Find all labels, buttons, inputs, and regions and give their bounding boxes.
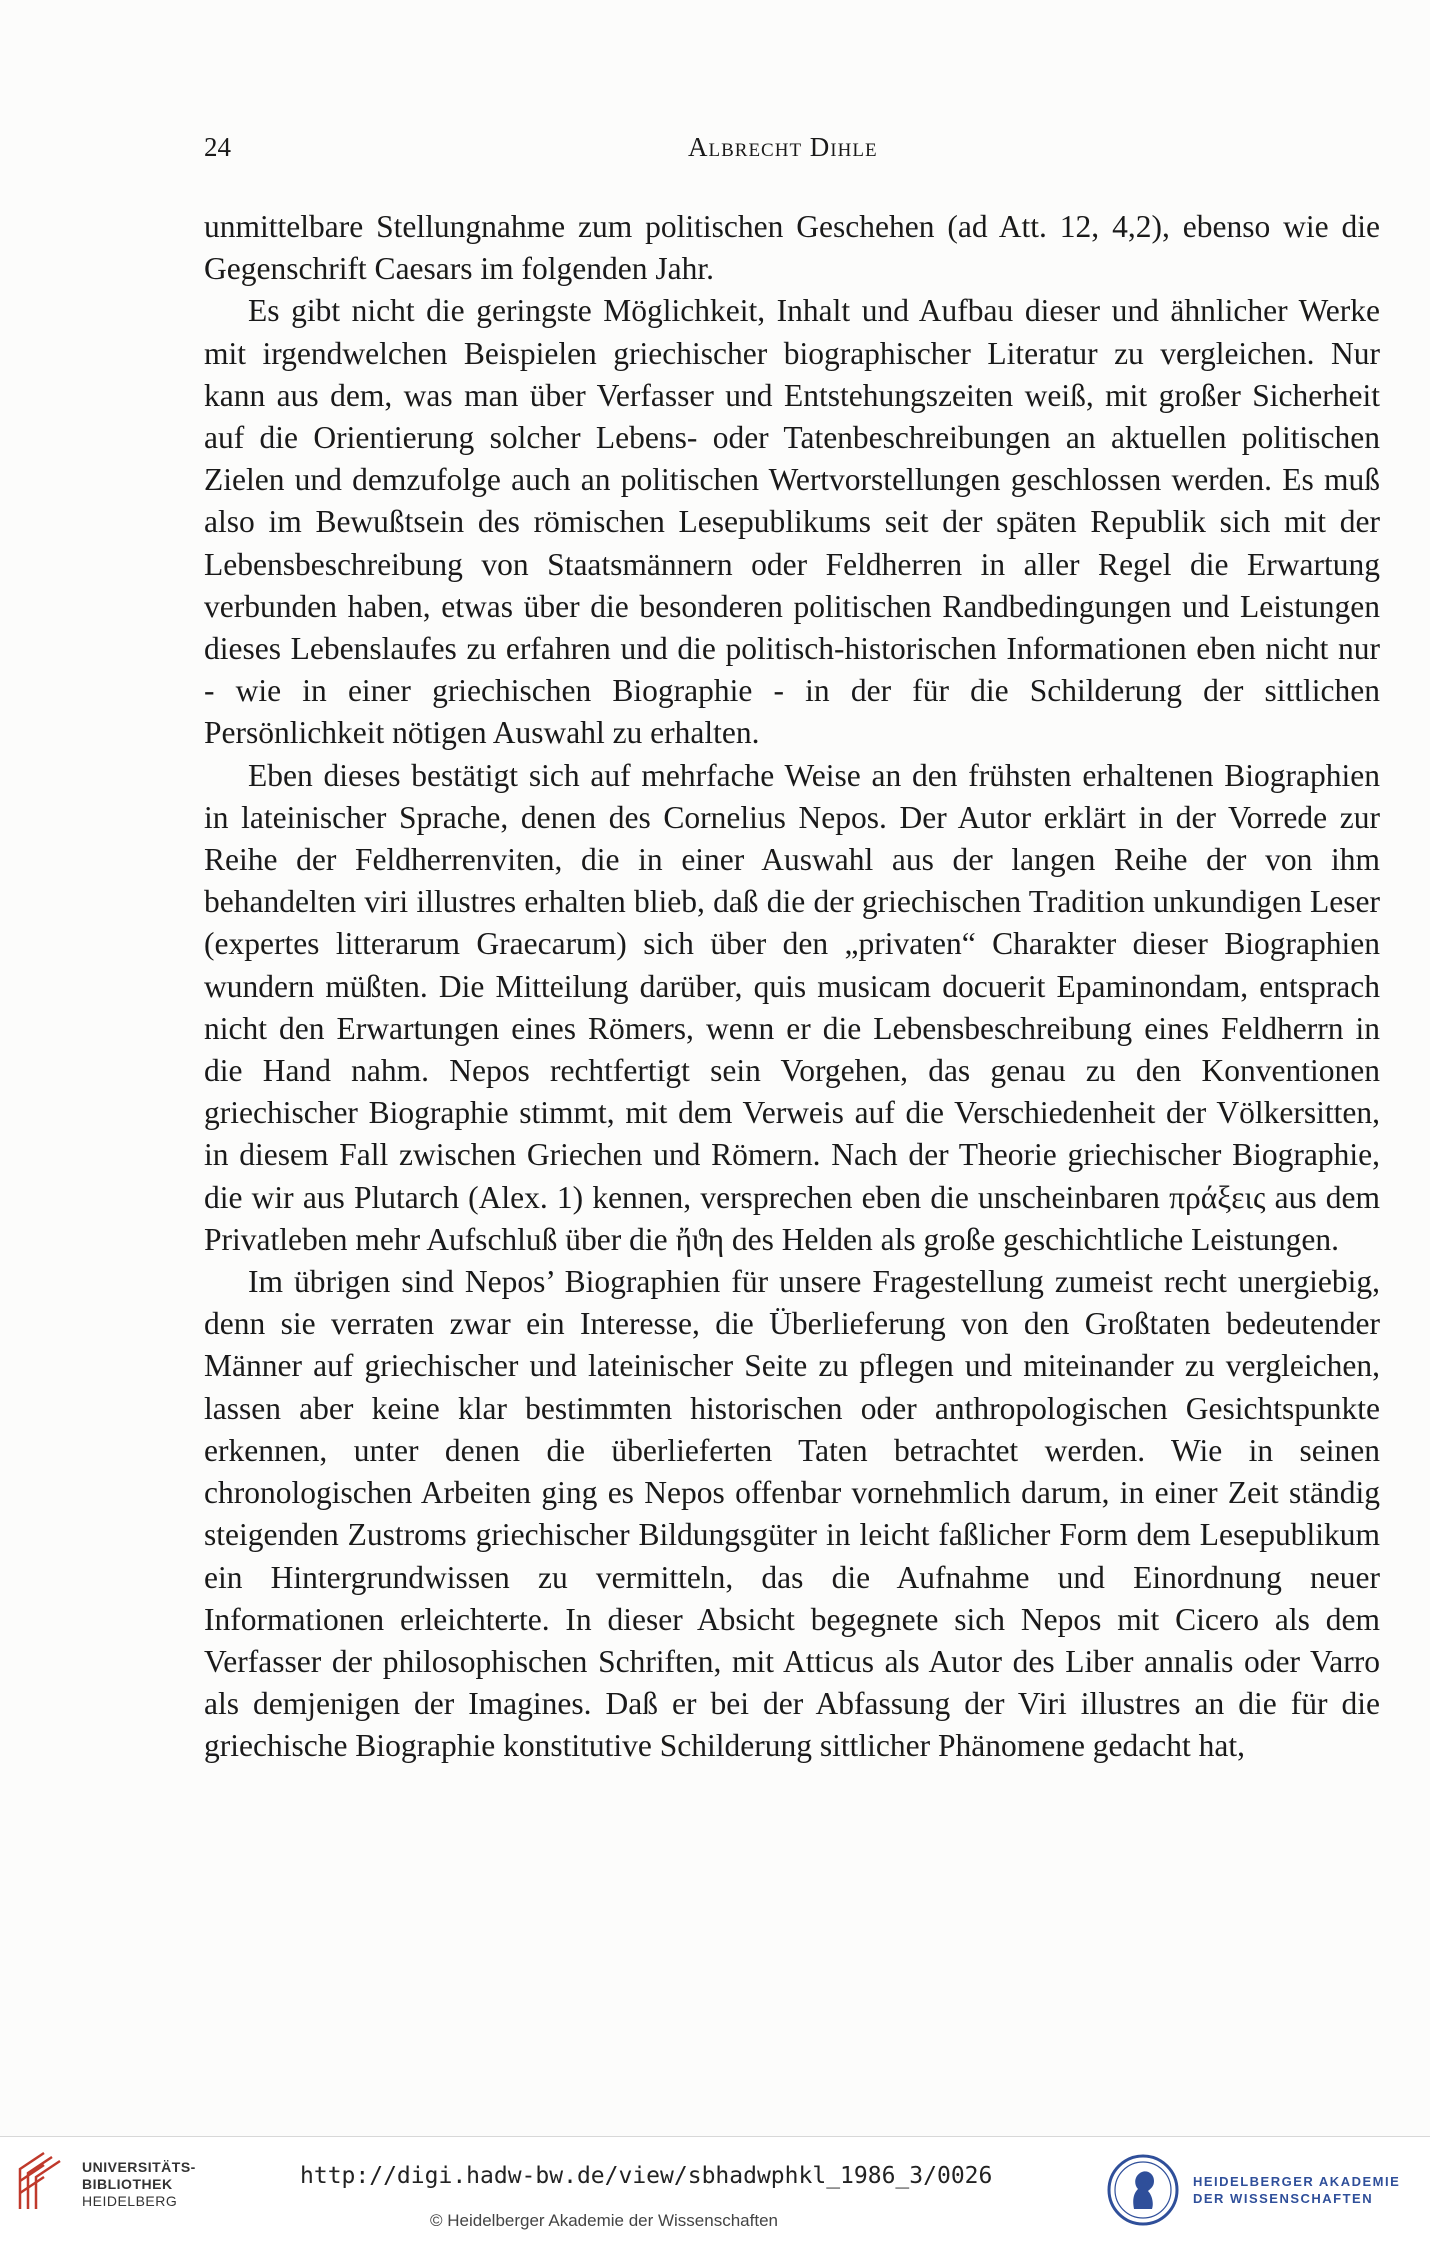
- academy-name-line1: HEIDELBERGER AKADEMIE: [1193, 2174, 1401, 2189]
- page-number: 24: [204, 132, 231, 162]
- library-name-line3: HEIDELBERG: [82, 2193, 178, 2209]
- paragraph-2: Es gibt nicht die geringste Möglichkeit, Inhalt und Aufbau dieser und ähnlicher Werke mit irgendwelchen Beispielen griechischer biographischer Literatur zu vergleichen. Nur kann aus dem, was man über Verfasser und Entstehungszeiten weiß, mit großer Sicherheit auf die Orientierung solcher Lebens- oder Tatenbeschreibungen an aktuellen politischen Zielen und demzufolge auch an politischen Wertvorstellungen geschlossen werden. Es muß also im Bewußtsein des römischen Lesepublikums seit der späten Republik sich mit der Lebensbeschreibung von Staatsmännern oder Feldherren in aller Regel die Erwartung verbunden haben, etwas über die besonderen politischen Randbedingungen und Leistungen dieses Lebenslaufes zu erfahren und die politisch-historischen Informationen eben nicht nur - wie in einer griechischen Biographie - in der für die Schilderung der sittlichen Persönlichkeit nötigen Auswahl zu erhalten.: [204, 293, 1380, 751]
- academy-name-line2: DER WISSENSCHAFTEN: [1193, 2191, 1374, 2206]
- running-head: Albrecht Dihle: [688, 132, 878, 162]
- academy-name[interactable]: [1193, 2173, 1400, 2207]
- university-library-logo-icon[interactable]: [14, 2151, 68, 2211]
- academy-seal-logo-icon[interactable]: [1106, 2153, 1180, 2227]
- page-footer: [0, 2137, 1430, 2245]
- page-header: [204, 132, 1380, 172]
- paragraph-3: Eben dieses bestätigt sich auf mehrfache Weise an den frühsten erhaltenen Biographien in lateinischer Sprache, denen des Cornelius Nepos. Der Autor erklärt in der Vorrede zur Reihe der Feldherrenviten, die in einer Auswahl aus der langen Reihe der von ihm behandelten viri illustres erhalten blieb, daß die der griechischen Tradition unkundigen Leser (expertes litterarum Graecarum) sich über den „privaten“ Charakter dieser Biographien wundern müßten. Die Mitteilung darüber, quis musicam docuerit Epaminondam, entsprach nicht den Erwartungen eines Römers, wenn er die Lebensbeschreibung eines Feldherrn in die Hand nahm. Nepos rechtfertigt sein Vorgehen, das genau zu den Konventionen griechischer Biographie stimmt, mit dem Verweis auf die Verschiedenheit der Völkersitten, in diesem Fall zwischen Griechen und Römern. Nach der Theorie griechischer Biographie, die wir aus Plutarch (Alex. 1) kennen, versprechen eben die unscheinbaren πράξεις aus dem Privatleben mehr Aufschluß über die ἤϑη des Helden als große geschichtliche Leistungen.: [204, 757, 1380, 1257]
- permalink-url[interactable]: http://digi.hadw-bw.de/view/sbhadwphkl_1986_3/0026: [300, 2163, 993, 2189]
- copyright-notice: © Heidelberger Akademie der Wissenschaften: [430, 2211, 778, 2230]
- body-text: [204, 206, 1380, 1768]
- library-name-line2: BIBLIOTHEK: [82, 2176, 173, 2192]
- library-name-line1: UNIVERSITÄTS-: [82, 2159, 196, 2175]
- paragraph-1: unmittelbare Stellungnahme zum politischen Geschehen (ad Att. 12, 4,2), ebenso wie die Gegenschrift Caesars im folgenden Jahr.: [204, 209, 1380, 287]
- library-name[interactable]: [82, 2159, 196, 2210]
- paragraph-4: Im übrigen sind Nepos’ Biographien für unsere Fragestellung zumeist recht unergiebig, denn sie verraten zwar ein Interesse, die Überlieferung von den Großtaten bedeutender Männer auf griechischer und lateinischer Seite zu pflegen und miteinander zu vergleichen, lassen aber keine klar bestimmten historischen oder anthropologischen Gesichtspunkte erkennen, unter denen die überlieferten Taten betrachtet werden. Wie in seinen chronologischen Arbeiten ging es Nepos offenbar vornehmlich darum, in einer Zeit ständig steigenden Zustroms griechischer Bildungsgüter in leicht faßlicher Form dem Lesepublikum ein Hintergrundwissen zu vermitteln, das die Aufnahme und Einordnung neuer Informationen erleichterte. In dieser Absicht begegnete sich Nepos mit Cicero als dem Verfasser der philosophischen Schriften, mit Atticus als Autor des Liber annalis oder Varro als demjenigen der Imagines. Daß er bei der Abfassung der Viri illustres an die für die griechische Biographie konstitutive Schilderung sittlicher Phänomene gedacht hat,: [204, 1264, 1380, 1764]
